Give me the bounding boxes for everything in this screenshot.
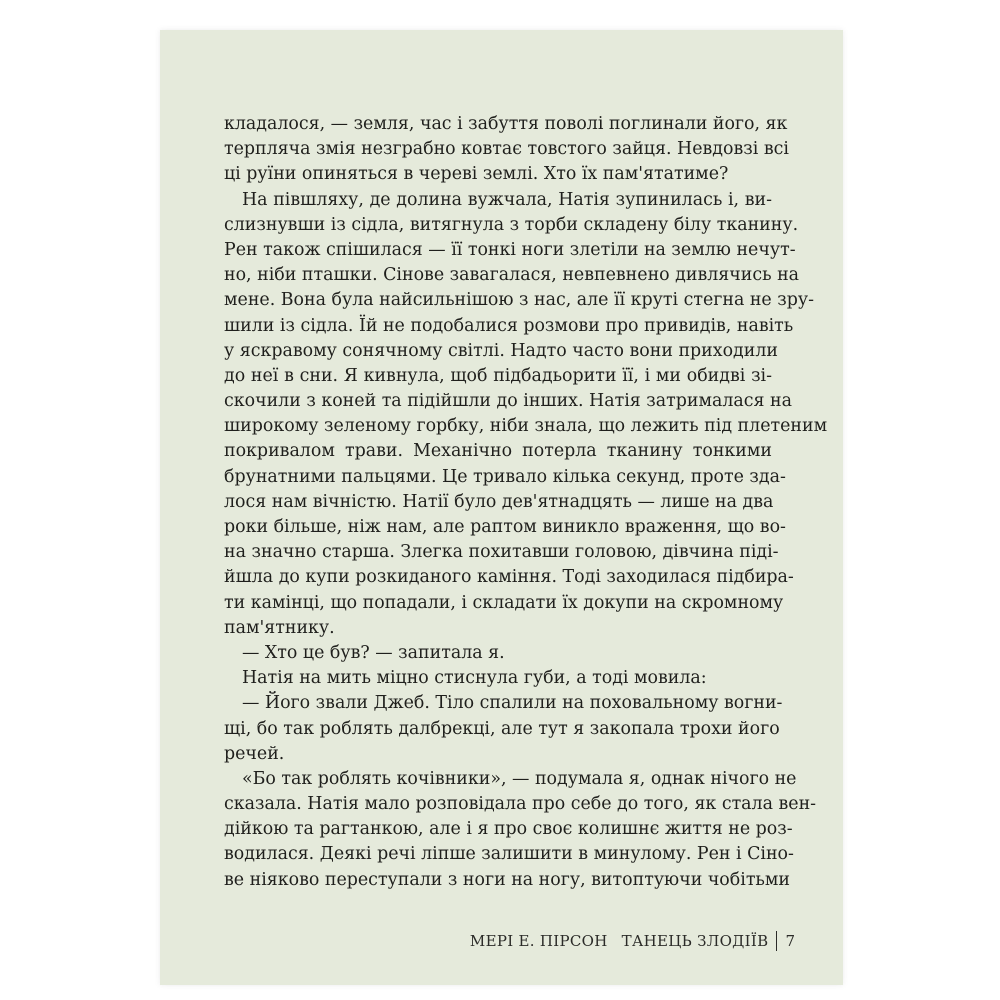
text-line: у яскравому сонячному світлі. Надто часто вони приходили	[224, 340, 778, 361]
text-line: мене. Вона була найсильнішою з нас, але її круті стегна не зру-	[224, 290, 814, 311]
text-line: «Бо так роблять кочівники», — подумала я, однак нічого не	[242, 768, 797, 789]
text-line: — Хто це був? — запитала я.	[242, 642, 505, 663]
text-line: лося нам вічністю. Натії було дев'ятнадцять — лише на два	[224, 491, 774, 512]
footer-divider	[776, 931, 777, 951]
text-line: — Його звали Джеб. Тіло спалили на поховальному вогни-	[242, 693, 783, 714]
text-line: слизнувши із сідла, витягнула з торби складену білу тканину.	[224, 214, 799, 235]
text-line: речей.	[224, 743, 285, 764]
text-line: сказала. Натія мало розповідала про себе до того, як стала вен-	[224, 794, 817, 815]
text-line: но, ніби пташки. Сінове завагалася, невпевнено дивлячись на	[224, 265, 800, 286]
text-line: до неї в сни. Я кивнула, щоб підбадьорити її, і ми обидві зі-	[224, 365, 772, 386]
text-line: покривалом трави. Механічно потерла тканину тонкими	[224, 441, 772, 462]
text-line: щі, бо так роблять далбрекці, але тут я закопала трохи його	[224, 718, 780, 739]
text-line: скочили з коней та підійшли до інших. Натія затрималася на	[224, 391, 792, 412]
text-line: ці руїни опиняться в череві землі. Хто їх пам'ятатиме?	[224, 164, 729, 185]
text-line: шили із сідла. Їй не подобалися розмови про привидів, навіть	[224, 315, 794, 336]
running-footer	[470, 930, 795, 952]
text-line: пам'ятнику.	[224, 617, 335, 638]
text-line: кладалося, — земля, час і забуття поволі поглинали його, як	[224, 114, 788, 134]
footer-book-title: ТАНЕЦЬ ЗЛОДІЇВ	[621, 932, 769, 950]
text-line: терпляча змія незграбно ковтає товстого зайця. Невдовзі всі	[224, 139, 789, 160]
text-line: ве ніяково переступали з ноги на ногу, витоптуючи чобітьми	[224, 869, 791, 890]
text-line: На півшляху, де долина вужчала, Натія зупинилась і, ви-	[242, 189, 772, 210]
text-line: йшла до купи розкиданого каміння. Тоді заходилася підбира-	[224, 567, 794, 588]
text-line: на значно старша. Злегка похитавши головою, дівчина піді-	[224, 542, 779, 563]
body-text	[224, 112, 828, 893]
text-line: водилася. Деякі речі ліпше залишити в минулому. Рен і Сіно-	[224, 844, 794, 865]
book-page	[160, 30, 843, 985]
page-number: 7	[785, 932, 795, 950]
footer-author: МЕРІ Е. ПІРСОН	[469, 932, 608, 950]
text-line: роки більше, ніж нам, але раптом виникло враження, що во-	[224, 517, 786, 537]
text-line: ти камінці, що попадали, і складати їх докупи на скромному	[224, 592, 784, 613]
text-line: дійкою та рагтанкою, але і я про своє колишнє життя не роз-	[224, 819, 793, 840]
text-line: широкому зеленому горбку, ніби знала, що лежить під плетеним	[224, 416, 828, 437]
text-line: Натія на мить міцно стиснула губи, а тоді мовила:	[242, 668, 707, 689]
text-line: брунатними пальцями. Це тривало кілька секунд, проте зда-	[224, 466, 786, 487]
text-line: Рен також спішилася — її тонкі ноги злетіли на землю нечут-	[224, 239, 796, 260]
